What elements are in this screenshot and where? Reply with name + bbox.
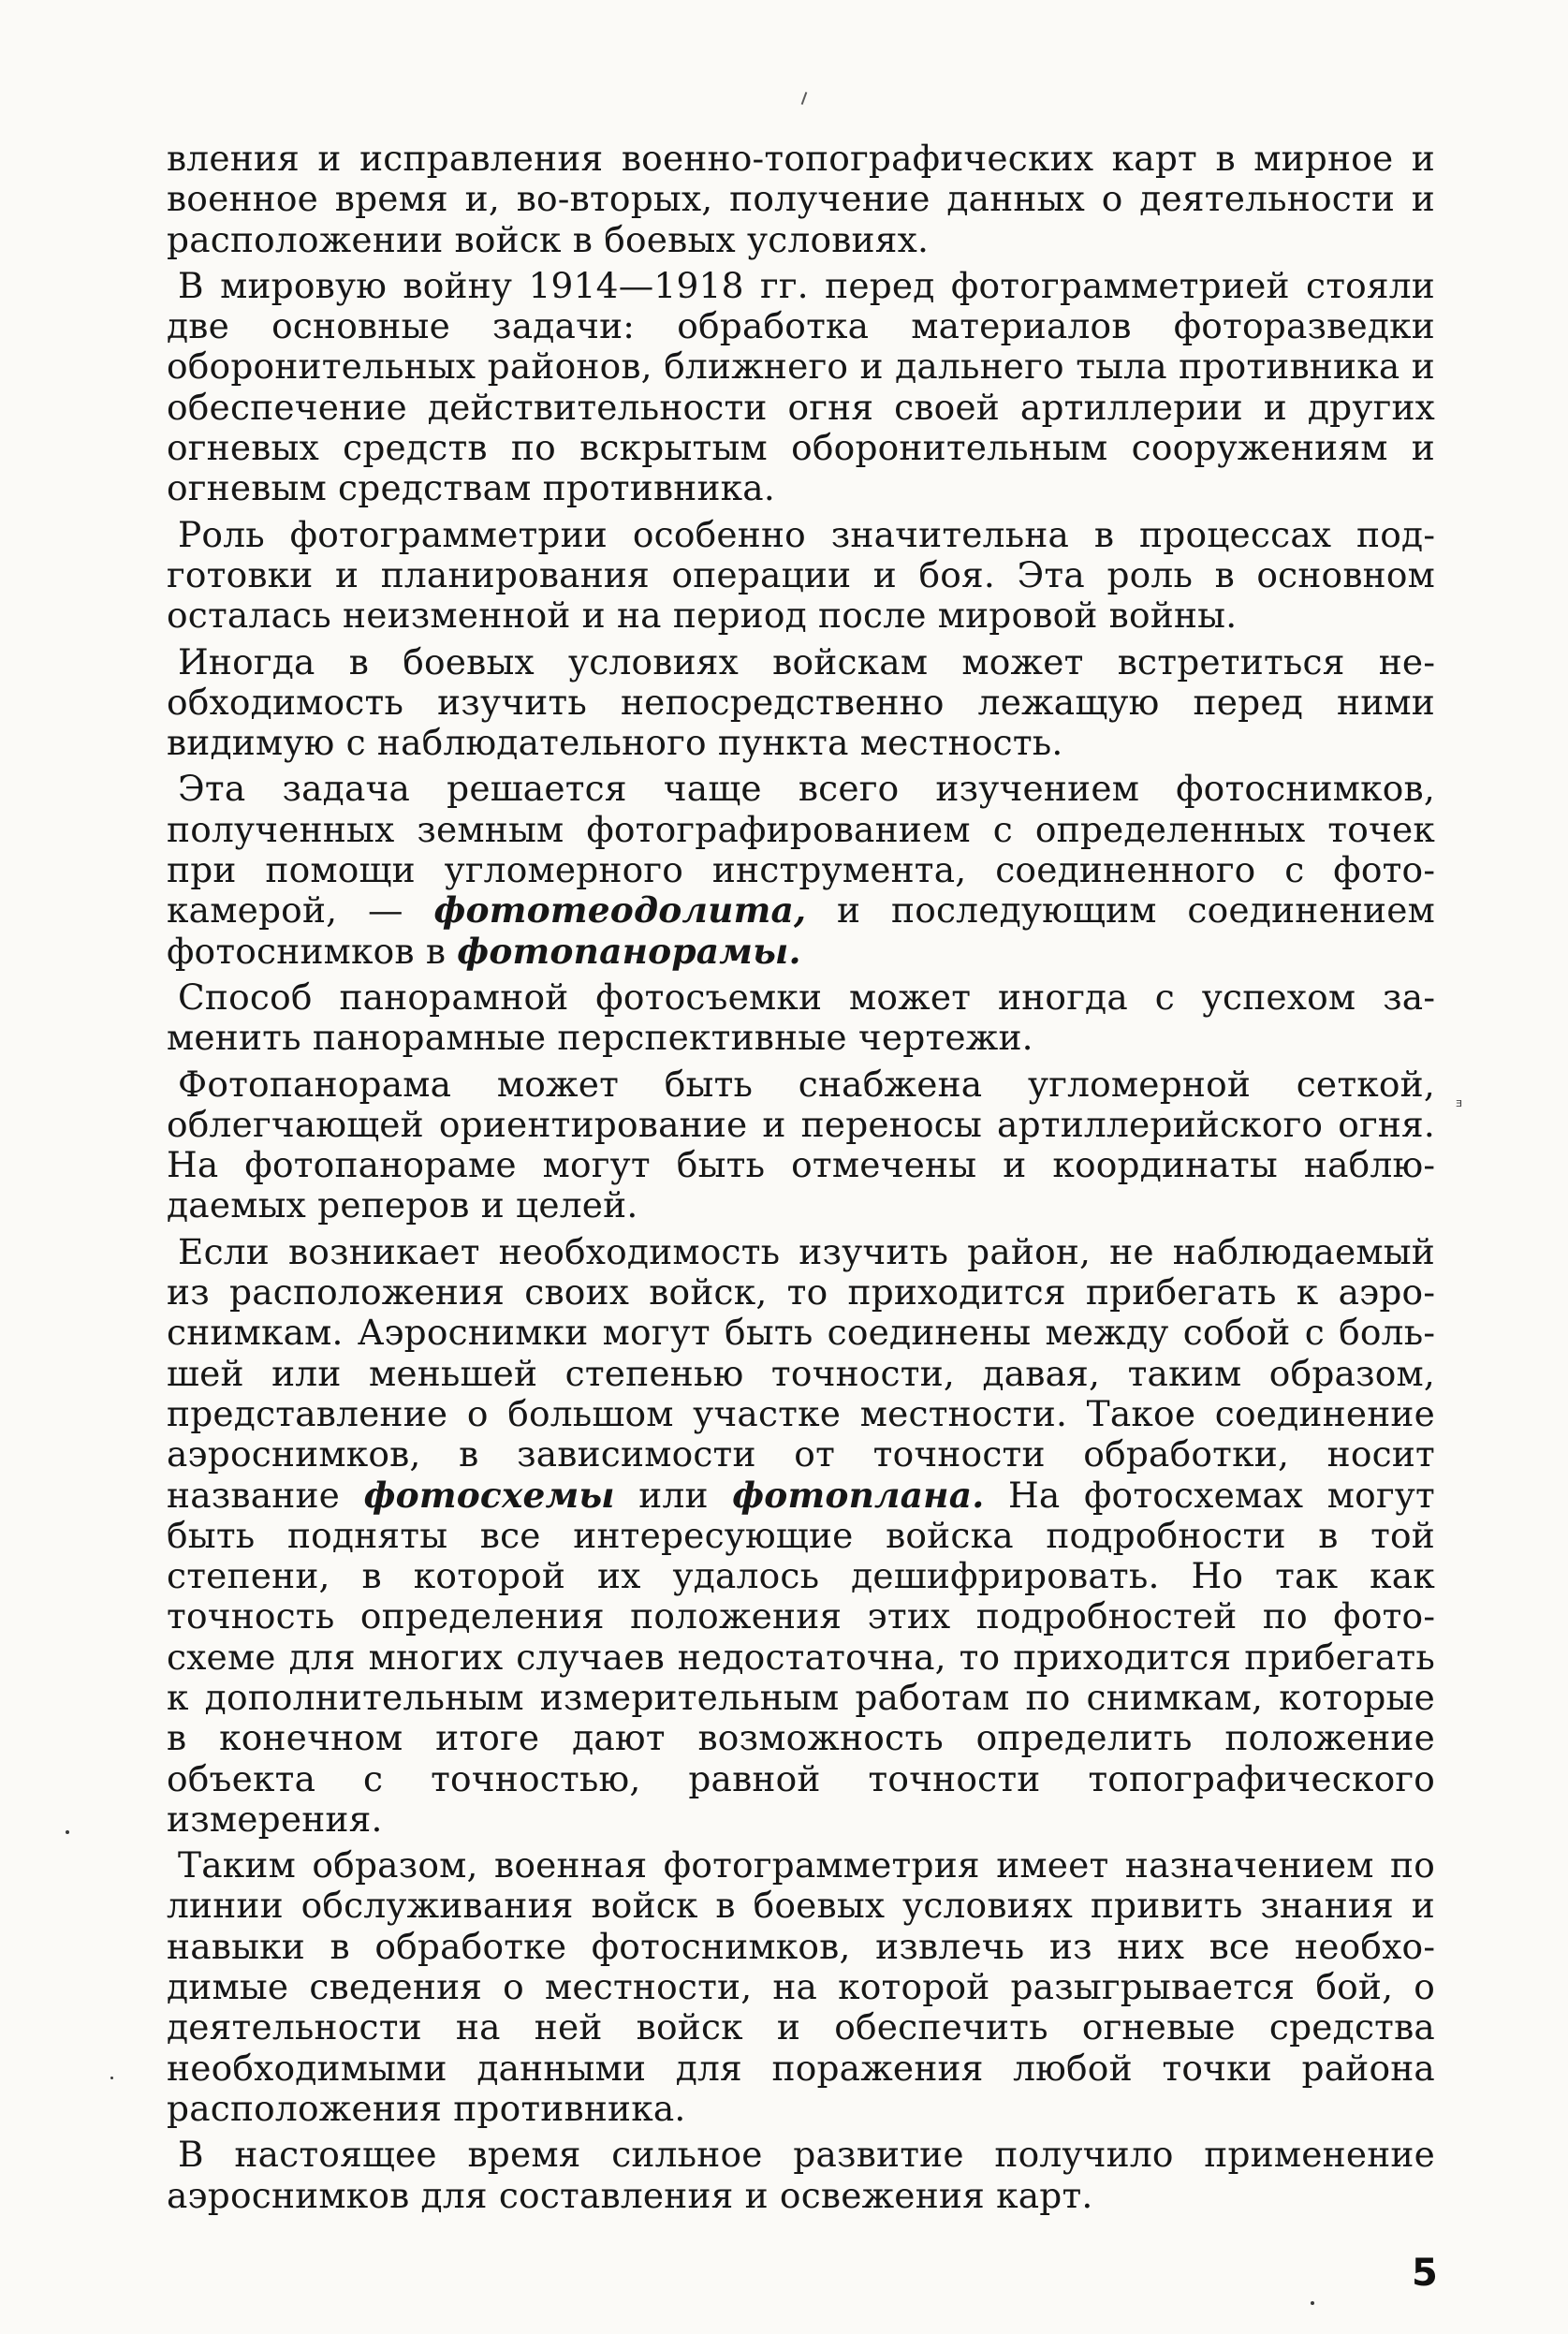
italic-term: фотоплана. — [732, 1474, 985, 1516]
text-run: На фотосхемах могут быть подняты все интересующие войска подробности в той степени, в которой их удалось дешифрировать. Но так как точность определения положения этих подробностей по фотосхеме для многих случаев недостаточна, то приходится прибегать к дополнительным измерительным работам по снимкам, которые в конечном итоге дают возможность определить положение объекта с точностью, равной точности топографического измерения. — [167, 1474, 1435, 1840]
text-run: или — [614, 1474, 733, 1516]
text-run: В настоящее время сильное развитие получило применение аэроснимков для составления и освежения карт. — [167, 2134, 1435, 2216]
paragraph — [167, 515, 1435, 637]
text-run: Способ панорамной фотосъемки может иногда с успехом заменить панорамные перспективные чертежи. — [167, 976, 1435, 1059]
text-run: Эта задача решается чаще всего изучением фотоснимков, полученных земным фотографированием с определенных точек при помощи угломерного инструмента, соединенного с фотокамерой, — — [167, 768, 1435, 932]
paragraph — [167, 769, 1435, 971]
print-speck — [110, 2077, 113, 2079]
text-run: Таким образом, военная фотограмметрия имеет назначением по линии обслуживания войск в боевых условиях привить знания и навыки в обработке фотоснимков, извлечь из них все необходимые сведения о местности, на которой разыгрывается бой, о деятельности на ней войск и обеспечить огневые средства необходимыми данными для поражения любой точки района расположения противника. — [167, 1844, 1435, 2129]
margin-mark: ᴲ — [1456, 1097, 1463, 1117]
italic-term: фотосхемы — [363, 1474, 615, 1516]
text-run: Фотопанорама может быть снабжена угломерной сеткой, облегчающей ориентирование и переносы артиллерийского огня. На фотопанораме могут быть отмечены и координаты наблюдаемых реперов и целей. — [167, 1063, 1435, 1226]
paragraph — [167, 1845, 1435, 2129]
body-text — [167, 139, 1435, 2222]
print-mark — [801, 92, 808, 105]
paragraph — [167, 642, 1435, 764]
paragraph — [167, 266, 1435, 509]
italic-term: фототеодолита, — [433, 889, 807, 932]
text-run: и последующим соединением фотоснимков в — [167, 889, 1435, 972]
print-speck — [66, 1830, 69, 1834]
text-run: вления и исправления военно-топографических карт в мирное и военное время и, во-вторых, получение данных о деятельности и расположении войск в боевых условиях. — [167, 138, 1435, 260]
paragraph — [167, 139, 1435, 260]
text-run: Если возникает необходимость изучить район, не наблюдаемый из расположения своих войск, то приходится прибегать к аэроснимкам. Аэроснимки могут быть соединены между собой с большей или меньшей степенью точности, давая, таким образом, представление о большом участке местности. Такое соединение аэроснимков, в зависимости от точности обработки, носит название — [167, 1230, 1435, 1516]
text-run: Роль фотограмметрии особенно значительна в процессах подготовки и планирования операции и боя. Эта роль в основном осталась неизменной и на период после мировой войны. — [167, 513, 1435, 637]
paragraph — [167, 1232, 1435, 1840]
text-run: Иногда в боевых условиях войскам может встретиться необходимость изучить непосредственно лежащую перед ними видимую с наблюдательного пункта местность. — [167, 640, 1435, 764]
print-speck — [1311, 2301, 1314, 2305]
italic-term: фотопанорамы. — [457, 930, 801, 972]
text-run: В мировую войну 1914—1918 гг. перед фотограмметрией стояли две основные задачи: обработка материалов фоторазведки оборонительных районов, ближнего и дальнего тыла противника и обеспечение действительности огня своей артиллерии и других огневых средств по вскрытым оборонительным сооружениям и огневым средствам противника. — [167, 264, 1435, 509]
paragraph — [167, 2135, 1435, 2216]
paragraph — [167, 977, 1435, 1059]
paragraph — [167, 1064, 1435, 1226]
page-number: 5 — [1412, 2252, 1438, 2295]
